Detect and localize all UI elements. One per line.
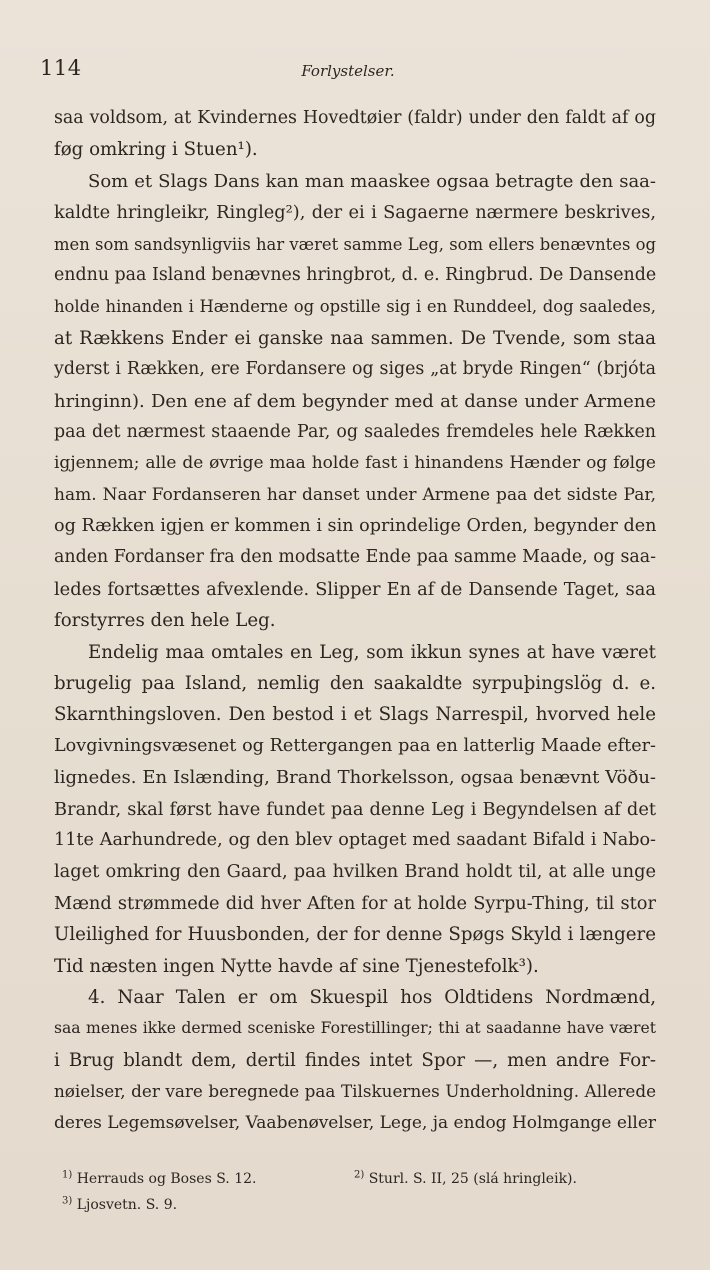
- running-title: Forlystelser.: [301, 62, 395, 80]
- footnote-text: Ljosvetn. S. 9.: [76, 1197, 178, 1213]
- text-line: Uleilighed for Huusbonden, der for denne Spøgs Skyld i længere: [54, 924, 656, 946]
- footnote-marker: 3): [62, 1195, 73, 1207]
- footnote-2: [354, 1166, 577, 1192]
- text-line: laget omkring den Gaard, paa hvilken Brand holdt til, at alle unge: [54, 861, 656, 883]
- footnote-row: [62, 1192, 658, 1218]
- text-line: nøielser, der vare beregnede paa Tilskuernes Underholdning. Allerede: [54, 1081, 656, 1102]
- text-line: Tid næsten ingen Nytte havde af sine Tjenestefolk³).: [54, 955, 539, 977]
- text-line: brugelig paa Island, nemlig den saakaldte syrpuþingslög d. e.: [54, 673, 656, 695]
- text-line: kaldte hringleikr, Ringleg²), der ei i Sagaerne nærmere beskrives,: [54, 202, 656, 224]
- footnote-text: Herrauds og Boses S. 12.: [76, 1171, 257, 1187]
- footnote-marker: 2): [354, 1169, 365, 1181]
- text-line: men som sandsynligviis har været samme Leg, som ellers benævntes og: [54, 234, 656, 254]
- text-line: yderst i Rækken, ere Fordansere og siges „at bryde Ringen“ (brjóta: [54, 359, 656, 380]
- text-line: hringinn). Den ene af dem begynder med at danse under Armene: [54, 390, 656, 412]
- text-line: forstyrres den hele Leg.: [54, 610, 276, 632]
- text-line: paa det nærmest staaende Par, og saaledes fremdeles hele Rækken: [54, 421, 656, 442]
- page-header: [40, 52, 656, 82]
- text-line: Mænd strømmede did hver Aften for at holde Syrpu-Thing, til stor: [54, 892, 656, 914]
- footnotes: [62, 1166, 658, 1218]
- text-line: at Rækkens Ender ei ganske naa sammen. De Tvende, som staa: [54, 327, 656, 349]
- page-number: 114: [40, 56, 82, 80]
- text-line: 11te Aarhundrede, og den blev optaget med saadant Bifald i Nabo-: [54, 829, 656, 850]
- text-line: anden Fordanser fra den modsatte Ende paa samme Maade, og saa-: [54, 547, 656, 568]
- text-line: Som et Slags Dans kan man maaskee ogsaa betragte den saa-: [88, 170, 656, 192]
- text-line: deres Legemsøvelser, Vaabenøvelser, Lege, ja endog Holmgange eller: [54, 1112, 656, 1133]
- text-line: Brandr, skal først have fundet paa denne Leg i Begyndelsen af det: [54, 798, 656, 820]
- text-line: igjennem; alle de øvrige maa holde fast i hinandens Hænder og følge: [54, 453, 656, 474]
- text-line: Endelig maa omtales en Leg, som ikkun synes at have været: [88, 641, 656, 663]
- text-line: føg omkring i Stuen¹).: [54, 139, 258, 161]
- footnote-text: Sturl. S. II, 25 (slá hringleik).: [368, 1171, 577, 1187]
- body-text: [54, 103, 656, 1139]
- text-line: endnu paa Island benævnes hringbrot, d. e. Ringbrud. De Dansende: [54, 264, 656, 285]
- text-line: 4. Naar Talen er om Skuespil hos Oldtidens Nordmænd,: [88, 986, 656, 1008]
- footnote-3: [62, 1192, 177, 1218]
- footnote-1: [62, 1166, 256, 1192]
- text-line: og Rækken igjen er kommen i sin oprindelige Orden, begynder den: [54, 516, 656, 537]
- footnote-row: [62, 1166, 658, 1192]
- text-line: saa voldsom, at Kvindernes Hovedtøier (faldr) under den faldt af og: [54, 108, 656, 128]
- text-line: i Brug blandt dem, dertil findes intet Spor —, men andre For-: [54, 1049, 656, 1071]
- text-line: ham. Naar Fordanseren har danset under Armene paa det sidste Par,: [54, 484, 656, 505]
- text-line: ledes fortsættes afvexlende. Slipper En af de Dansende Taget, saa: [54, 578, 656, 600]
- text-line: saa menes ikke dermed sceniske Forestillinger; thi at saadanne have været: [54, 1019, 656, 1038]
- text-line: lignedes. En Islænding, Brand Thorkelsson, ogsaa benævnt Vöðu-: [54, 767, 656, 789]
- text-line: holde hinanden i Hænderne og opstille sig i en Runddeel, dog saaledes,: [54, 297, 656, 317]
- text-line: Skarnthingsloven. Den bestod i et Slags Narrespil, hvorved hele: [54, 704, 656, 726]
- text-line: Lovgivningsvæsenet og Rettergangen paa en latterlig Maade efter-: [54, 735, 656, 756]
- footnote-marker: 1): [62, 1169, 73, 1181]
